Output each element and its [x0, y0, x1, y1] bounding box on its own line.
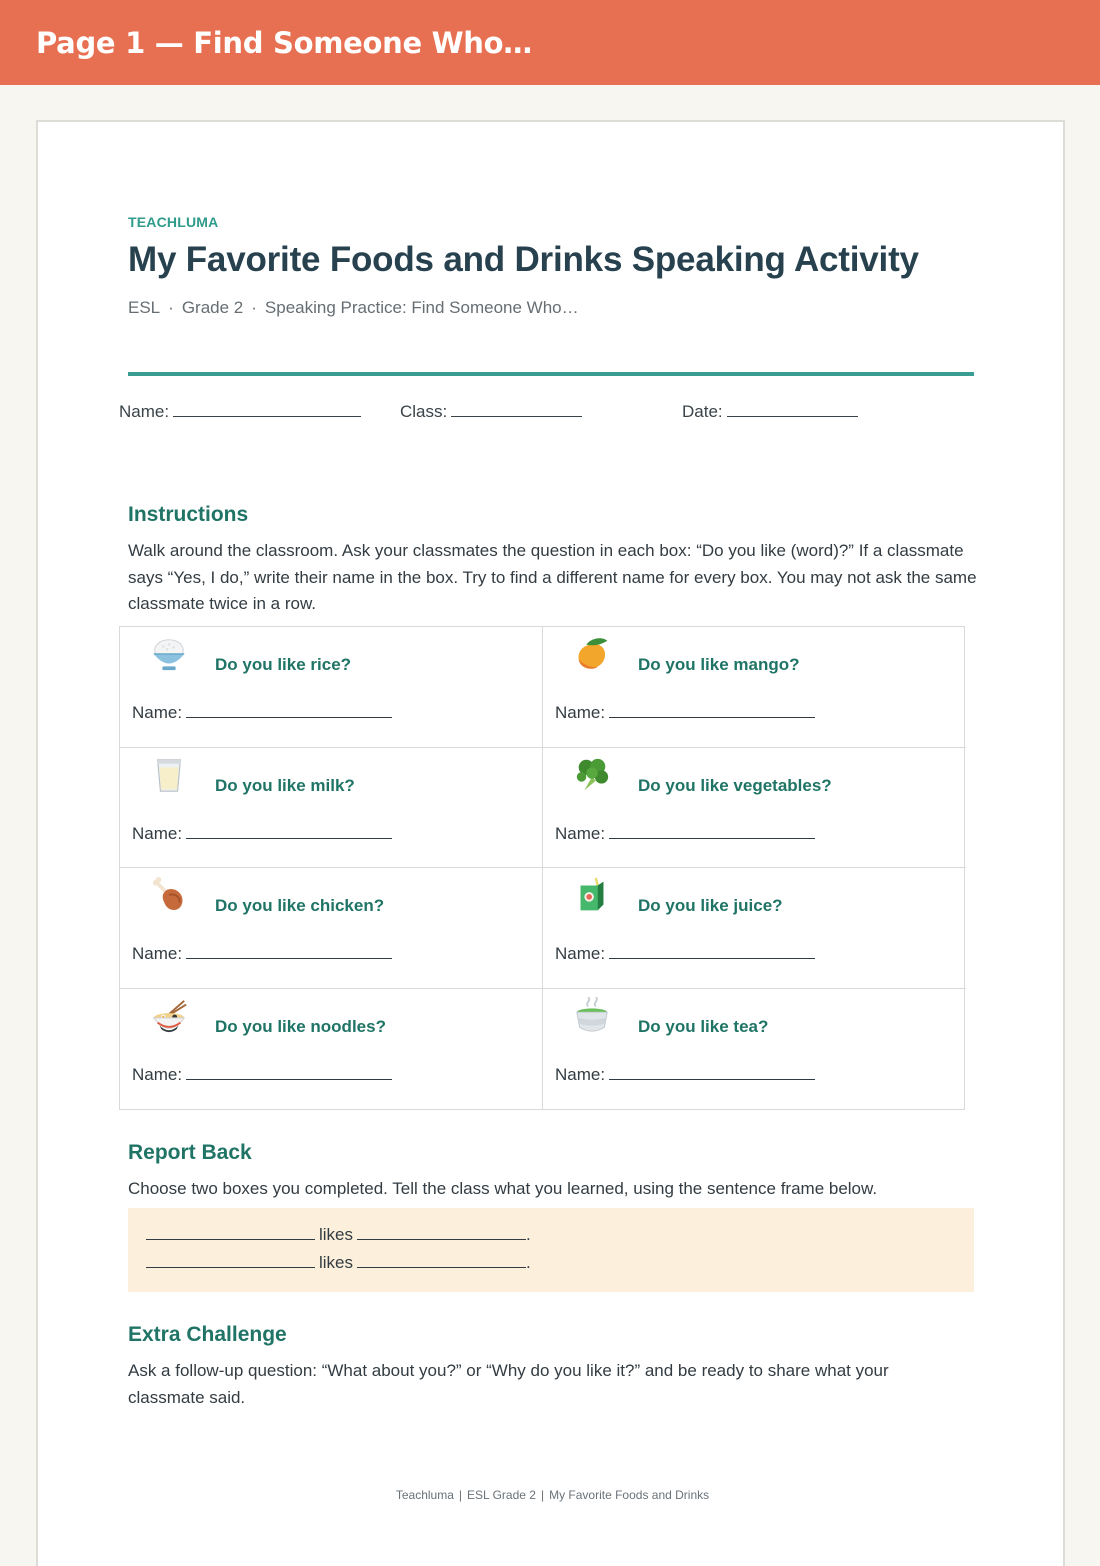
grid-cell [543, 627, 966, 748]
find-someone-grid [119, 626, 965, 1110]
name-field [119, 398, 361, 422]
grid-name-field: Name: [132, 820, 392, 844]
grid-cell [120, 868, 543, 989]
frame-blank[interactable] [146, 1222, 315, 1240]
mango-icon [573, 635, 611, 673]
grid-name-field: Name: [132, 940, 392, 964]
juice-box-icon [573, 876, 611, 914]
grid-name-field: Name: [132, 699, 392, 723]
extra-challenge-text: Ask a follow-up question: “What about you?” or “Why do you like it?” and be ready to share what your classmate said. [128, 1361, 889, 1407]
extra-challenge-heading: Extra Challenge [128, 1323, 287, 1346]
frame-blank[interactable] [357, 1250, 526, 1268]
frame-blank[interactable] [357, 1222, 526, 1240]
grid-name-field: Name: [555, 1061, 815, 1085]
grid-name-line[interactable] [609, 820, 815, 839]
footer-course: ESL Grade 2 [467, 1488, 536, 1502]
instructions-text: Walk around the classroom. Ask your classmates the question in each box: “Do you like (word)?” If a classmate says “Yes, I do,” write their name in the box. Try to find a different name for every box. You may not ask the same classmate twice in a row. [128, 541, 977, 613]
date-field-label: Date: [682, 402, 723, 421]
footer-brand: Teachluma [395, 1488, 454, 1502]
grid-name-field: Name: [555, 699, 815, 723]
grid-question: Do you like tea? [638, 1016, 769, 1036]
page-footer: Teachluma | ESL Grade 2 | My Favorite Foods and Drinks [395, 1488, 710, 1502]
grid-cell [543, 989, 966, 1110]
grid-name-field: Name: [555, 820, 815, 844]
instructions-heading: Instructions [128, 503, 249, 526]
name-field-line[interactable] [173, 398, 361, 417]
chicken-leg-icon [150, 876, 188, 914]
grid-cell [120, 748, 543, 869]
brand-label: TEACHLUMA [128, 214, 219, 230]
sentence-frame-line: likes . [146, 1250, 531, 1273]
grid-question: Do you like juice? [638, 896, 783, 915]
grid-question: Do you like vegetables? [638, 775, 832, 795]
worksheet-page [36, 120, 1065, 1566]
rice-bowl-icon [150, 635, 188, 673]
page-header-bar [0, 0, 1100, 85]
broccoli-icon [573, 756, 611, 794]
class-field-line[interactable] [451, 398, 582, 417]
grid-name-line[interactable] [609, 699, 815, 718]
grid-question: Do you like milk? [215, 775, 355, 795]
milk-glass-icon [150, 756, 188, 794]
grid-question: Do you like noodles? [215, 1016, 386, 1036]
name-field-label: Name: [119, 402, 170, 421]
meta-grade: Grade 2 [181, 298, 244, 317]
class-field [400, 398, 582, 422]
header-divider [128, 372, 974, 376]
frame-blank[interactable] [146, 1250, 315, 1268]
grid-cell [543, 748, 966, 869]
grid-question: Do you like rice? [215, 655, 352, 674]
date-field-line[interactable] [727, 398, 858, 417]
grid-name-field: Name: [555, 940, 815, 964]
class-field-label: Class: [400, 402, 448, 421]
worksheet-meta: ESL · Grade 2 · Speaking Practice: Find Someone Who… [128, 298, 579, 317]
grid-name-field: Name: [132, 1061, 392, 1085]
worksheet-title: My Favorite Foods and Drinks Speaking Activity [128, 240, 919, 279]
date-field [682, 398, 858, 422]
grid-question: Do you like chicken? [215, 896, 385, 915]
page-header-title: Page 1 — Find Someone Who… [36, 26, 532, 60]
grid-cell [543, 868, 966, 989]
tea-cup-icon [573, 997, 611, 1035]
grid-name-line[interactable] [186, 940, 392, 959]
noodle-bowl-icon [150, 997, 188, 1035]
sentence-frame-box [128, 1208, 974, 1292]
sentence-frame-line: likes . [146, 1222, 531, 1245]
report-back-heading: Report Back [128, 1141, 252, 1164]
grid-question: Do you like mango? [638, 655, 800, 674]
grid-name-line[interactable] [186, 699, 392, 718]
meta-activity: Speaking Practice: Find Someone Who… [264, 298, 579, 317]
grid-name-line[interactable] [186, 1061, 392, 1080]
grid-name-line[interactable] [609, 1061, 815, 1080]
footer-topic: My Favorite Foods and Drinks [549, 1488, 710, 1502]
grid-cell [120, 989, 543, 1110]
grid-cell [120, 627, 543, 748]
meta-subject: ESL [128, 298, 161, 317]
report-back-text: Choose two boxes you completed. Tell the class what you learned, using the sentence frame below. [128, 1179, 878, 1198]
grid-name-line[interactable] [609, 940, 815, 959]
grid-name-line[interactable] [186, 820, 392, 839]
